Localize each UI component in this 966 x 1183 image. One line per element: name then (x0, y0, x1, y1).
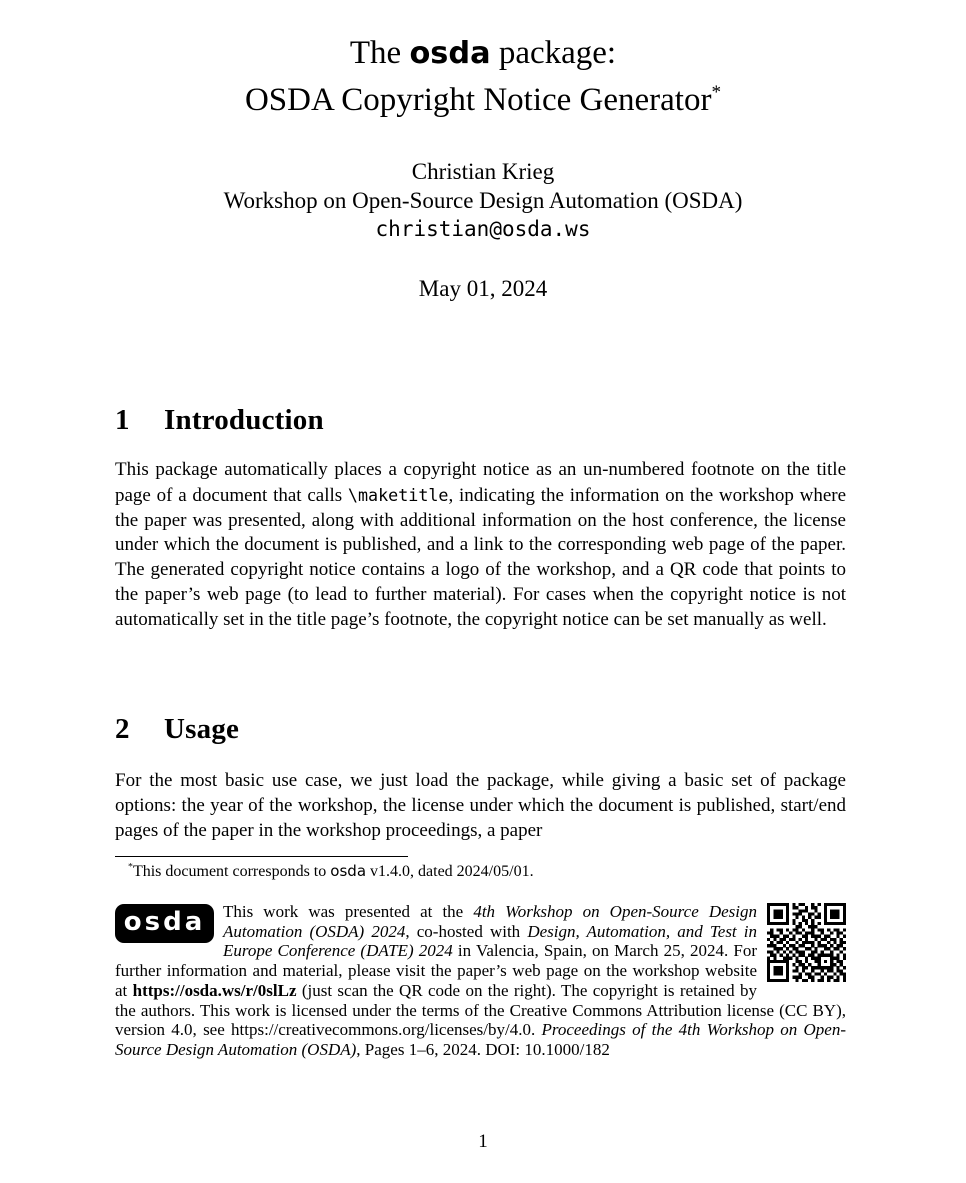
title-footnote-mark: * (711, 82, 722, 103)
date: May 01, 2024 (418, 276, 548, 301)
notice-segment: in Valencia, Spain, on March 25, 2024. For further information and material, please visit the paper’s web page on the workshop website at (115, 941, 757, 1000)
author-name: Christian Krieg (411, 159, 555, 184)
osda-logo (115, 904, 214, 943)
section-1-title: Introduction (164, 404, 324, 436)
paragraph-text: , indicating the information on the workshop where the paper was presented, along with additional information on the host conference, the license under which the document is published, and a link to the corresponding web page of the paper. The generated copyright notice contains a logo of the workshop, and a QR code that points to the paper’s web page (to lead to further material). For cases when the copyright notice is not automatically set in the title page’s footnote, the copyright notice can be set manually as well. (115, 484, 847, 630)
title-block (0, 30, 966, 124)
notice-segment: . (531, 1020, 542, 1040)
section-2-paragraph (115, 769, 846, 843)
section-2-title: Usage (164, 713, 240, 745)
title-text-post: package: (490, 35, 617, 71)
page-number: 1 (478, 1131, 488, 1152)
title-footnote (115, 861, 846, 882)
footnote-text-pre: This document corresponds to (132, 863, 331, 880)
section-2-heading (115, 713, 846, 746)
notice-segment: Proceedings of the 4th Workshop on Open-Source Design Automation (OSDA) (115, 1020, 846, 1059)
footnote-text-post: v1.4.0, dated 2024/05/01. (366, 863, 534, 880)
footnote-rule (115, 856, 408, 857)
author-block (0, 157, 966, 244)
notice-segment: , Pages 1–6, 2024. DOI: 10.1000/182 (356, 1039, 610, 1059)
author-email[interactable]: christian@osda.ws (375, 217, 591, 241)
notice-segment: This work was presented at the (223, 902, 474, 921)
qr-code (767, 903, 846, 982)
section-1-heading (115, 404, 846, 437)
paragraph-text: This package automatically places a copyright notice as an un-numbered footnote on the title page of a document that calls (115, 459, 846, 506)
package-name: osda (409, 36, 491, 71)
notice-link[interactable]: https://osda.ws/r/0slLz (132, 980, 297, 1000)
notice-text (115, 902, 846, 1059)
copyright-notice (115, 902, 846, 1060)
notice-segment: 4th Workshop on Open-Source Design Automation (OSDA) 2024 (223, 902, 757, 941)
notice-link[interactable]: https://creativecommons.org/licenses/by/4.0 (231, 1020, 531, 1040)
notice-segment: (just scan the QR code on the right). The copyright is retained by the authors. This work is licensed under the terms of the Creative Commons Attribution license (CC BY), version 4.0, see (115, 980, 846, 1040)
title-line1 (350, 35, 616, 71)
title-text-pre: The (349, 35, 410, 71)
footnote-package-name: osda (330, 862, 367, 880)
inline-code-maketitle: \maketitle (347, 484, 449, 505)
notice-segment: Design, Automation, and Test in Europe Conference (DATE) 2024 (223, 921, 758, 961)
osda-logo-text: osda (123, 907, 206, 937)
footnote-mark: * (128, 861, 133, 873)
paragraph-text: For the most basic use case, we just load the package, while giving a basic set of package options: the year of the workshop, the license under which the document is published, start/end pages of the paper in the workshop proceedings, a paper (115, 770, 846, 841)
section-1-number: 1 (115, 404, 130, 436)
author-affiliation: Workshop on Open-Source Design Automation (OSDA) (223, 188, 743, 213)
section-1-paragraph (115, 458, 846, 633)
section-2-number: 2 (115, 713, 130, 745)
title-line2: OSDA Copyright Notice Generator (244, 82, 712, 118)
notice-segment: , co-hosted with (405, 921, 528, 941)
